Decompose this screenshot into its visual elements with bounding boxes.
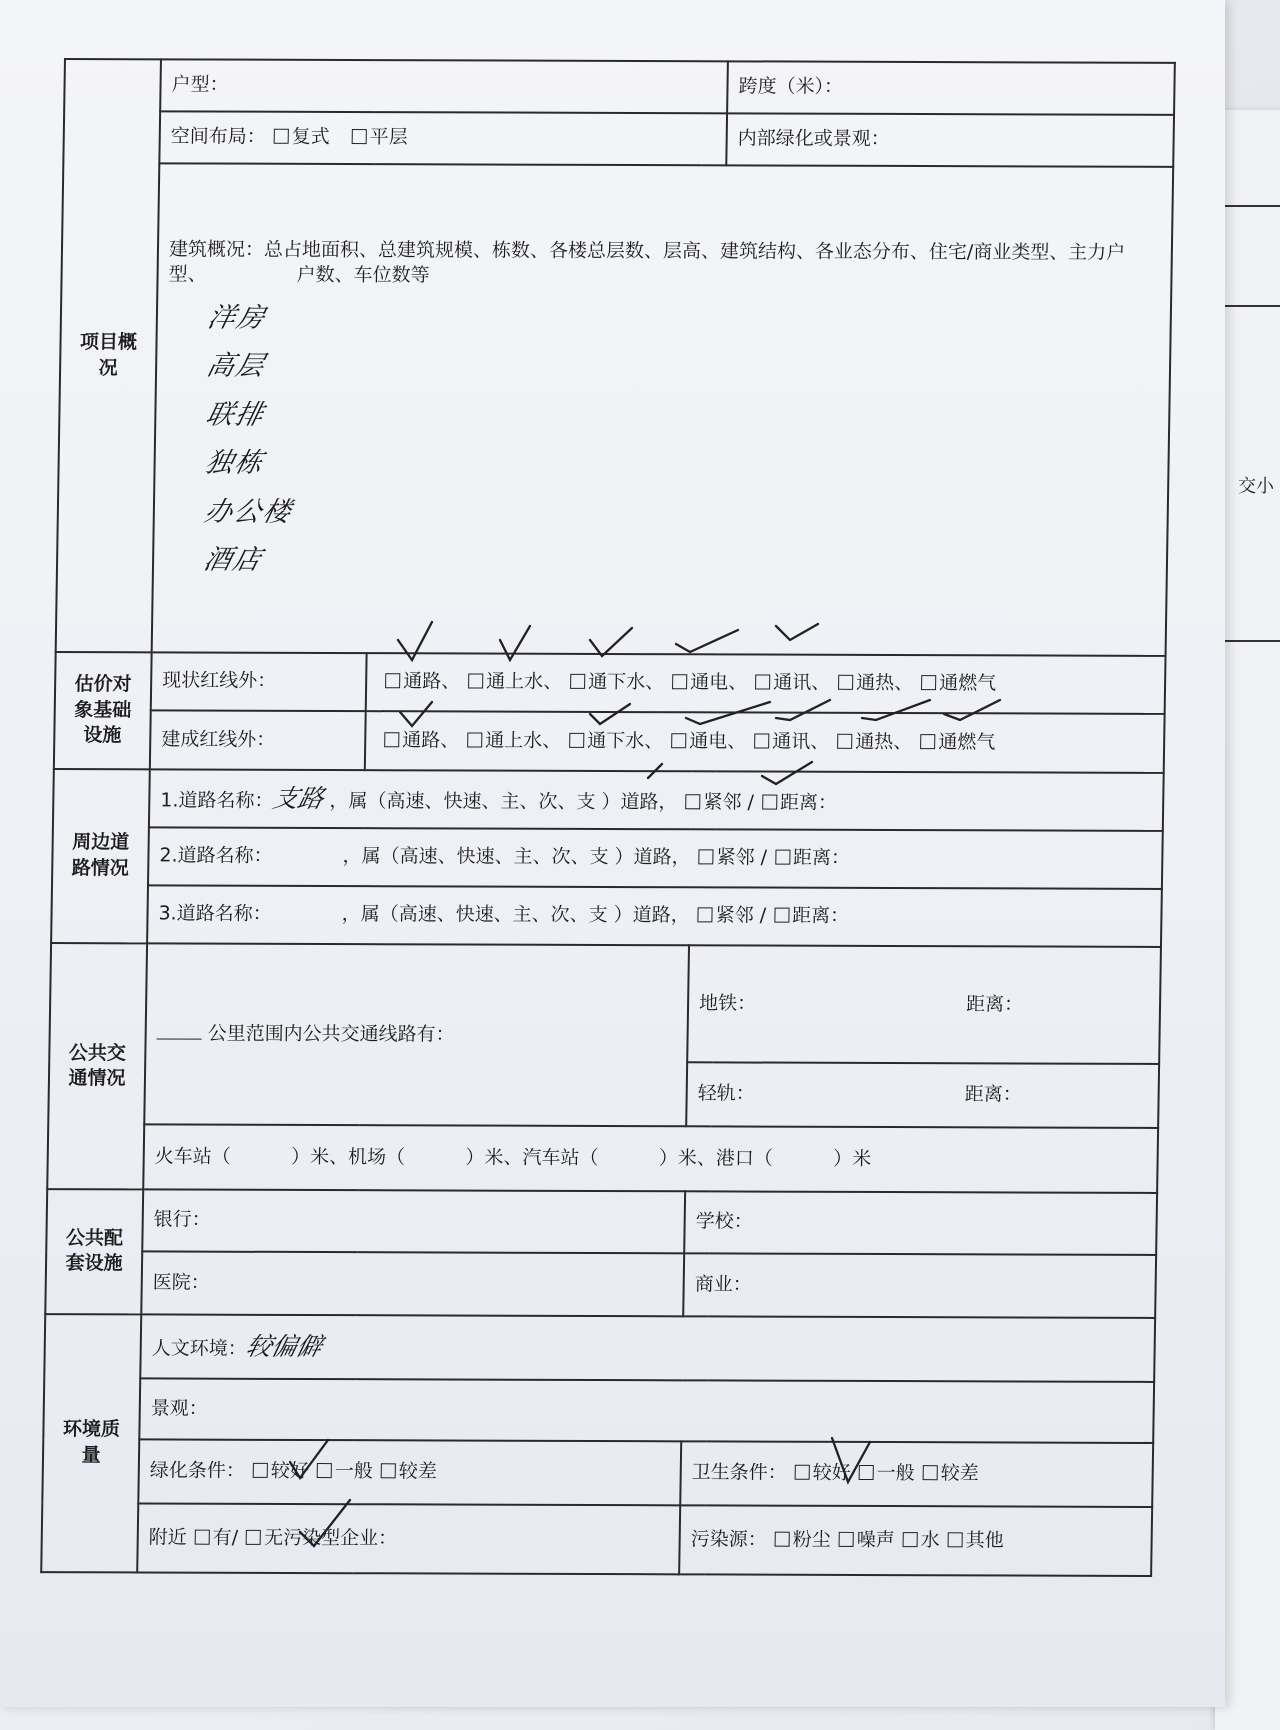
- span-field[interactable]: 跨度（米）：: [727, 61, 1175, 115]
- option-drainage: 通下水、: [587, 729, 664, 752]
- road-class-text: ，属（高速、快速、主、次、支 ）道路，: [342, 845, 691, 869]
- checkbox-icon[interactable]: [698, 908, 713, 923]
- overview-text-2: 户数、车位数等: [296, 264, 430, 287]
- option-heating: 通热、: [855, 730, 913, 753]
- checkbox-icon[interactable]: [839, 1532, 854, 1547]
- greening-label: 绿化条件：: [149, 1459, 245, 1482]
- section-project-overview: 项目概况: [56, 59, 161, 652]
- checkbox-icon[interactable]: [775, 850, 790, 865]
- handwritten-entry: 办公楼: [201, 496, 296, 528]
- section-infrastructure: 估价对象基础设施: [54, 652, 152, 769]
- layout-option-flat: 平层: [369, 126, 408, 149]
- checkbox-icon[interactable]: [381, 1463, 396, 1478]
- checkbox-icon[interactable]: [195, 1529, 210, 1544]
- layout-option-duplex: 复式: [291, 126, 330, 149]
- checkbox-icon[interactable]: [774, 908, 789, 923]
- option-power: 通电、: [690, 671, 748, 694]
- light-rail-field[interactable]: [686, 1062, 1159, 1128]
- handwritten-entry: 洋房: [204, 302, 270, 334]
- checkbox-icon[interactable]: [923, 1465, 938, 1480]
- stations-distance-field[interactable]: 火车站（ ）米、机场（ ）米、汽车站（ ）米、港口（ ）米: [143, 1125, 1158, 1193]
- checkbox-icon[interactable]: [762, 794, 777, 809]
- option-water-supply: 通上水、: [486, 670, 563, 694]
- checkbox-icon[interactable]: [920, 734, 935, 749]
- road-class-text: ，属（高速、快速、主、次、支 ）道路，: [341, 903, 690, 927]
- checkbox-icon[interactable]: [671, 733, 686, 748]
- checkbox-icon[interactable]: [246, 1530, 261, 1545]
- checkbox-icon[interactable]: [274, 129, 289, 144]
- handwritten-entry: 酒店: [200, 544, 266, 576]
- school-field[interactable]: 学校：: [684, 1191, 1157, 1255]
- hospital-field[interactable]: 医院：: [141, 1252, 684, 1316]
- road-row-3[interactable]: [147, 886, 1162, 948]
- pollution-source-field[interactable]: [679, 1506, 1152, 1576]
- option-telecom: 通讯、: [773, 671, 831, 695]
- section-transit: 公共交通情况: [47, 943, 147, 1189]
- option-water: 水: [920, 1528, 940, 1552]
- survey-form-table: [40, 58, 1176, 1577]
- road-name-label: 2.道路名称：: [159, 844, 273, 868]
- layout-label: 空间布局：: [170, 125, 266, 148]
- option-road: 通路、: [403, 670, 461, 693]
- option-telecom: 通讯、: [772, 730, 830, 753]
- landscape-field[interactable]: 景观：: [139, 1379, 1154, 1443]
- checkbox-icon[interactable]: [775, 1531, 790, 1546]
- greening-condition-field[interactable]: [138, 1439, 681, 1505]
- checkbox-icon[interactable]: [837, 733, 852, 748]
- nearby-yes-option: 有/: [212, 1526, 239, 1549]
- checkbox-icon[interactable]: [685, 794, 700, 809]
- option-good: 较好: [270, 1460, 309, 1483]
- road-row-1[interactable]: [149, 769, 1164, 831]
- checkbox-icon[interactable]: [253, 1463, 268, 1478]
- nearby-no-option: 无污染型企业：: [263, 1526, 398, 1550]
- background-page-text: 交小: [1238, 476, 1274, 497]
- layout-field[interactable]: [159, 111, 727, 165]
- distance-label: 距离：: [792, 846, 851, 870]
- current-redline-label: 现状红线外：: [151, 652, 367, 711]
- adjacent-label: 紧邻 /: [716, 846, 768, 869]
- greening-field[interactable]: 内部绿化或景观：: [726, 113, 1174, 167]
- pollution-label: 污染源：: [690, 1528, 767, 1551]
- option-power: 通电、: [689, 729, 747, 753]
- handwritten-entry: 独栋: [202, 447, 268, 479]
- option-water-supply: 通上水、: [485, 729, 562, 752]
- metro-label: 地铁：: [698, 992, 757, 1015]
- light-rail-distance-label: 距离：: [964, 1083, 1022, 1106]
- checkbox-icon[interactable]: [948, 1532, 963, 1547]
- road-name-label: 1.道路名称：: [160, 789, 274, 812]
- sanitation-label: 卫生条件：: [691, 1461, 787, 1484]
- sanitation-condition-field[interactable]: [680, 1441, 1153, 1507]
- option-dust: 粉尘: [792, 1528, 831, 1551]
- handwritten-entry: 联排: [203, 399, 269, 431]
- overview-text: 建筑概况：总占地面积、总建筑规模、栋数、各楼总层数、层高、建筑结构、各业态分布、住宅/商业类型、主力户型、: [168, 237, 1126, 286]
- metro-distance-label: 距离：: [965, 993, 1024, 1016]
- checkbox-icon[interactable]: [468, 674, 483, 689]
- adjacent-label: 紧邻 /: [715, 904, 767, 928]
- road-name-label: 3.道路名称：: [158, 902, 272, 926]
- option-other: 其他: [965, 1529, 1004, 1552]
- checkbox-icon[interactable]: [698, 850, 713, 865]
- handwritten-entry: 高层: [203, 350, 269, 383]
- option-poor: 较差: [398, 1460, 438, 1483]
- light-rail-label: 轻轨：: [697, 1082, 755, 1105]
- current-redline-options[interactable]: [366, 653, 1166, 714]
- option-gas: 通燃气: [939, 672, 997, 695]
- checkbox-icon[interactable]: [859, 1465, 874, 1480]
- handwritten-road-name: 支路: [270, 783, 327, 813]
- checkbox-icon[interactable]: [385, 674, 400, 689]
- checkbox-icon[interactable]: [755, 675, 770, 690]
- nearby-pollution-field[interactable]: [137, 1504, 680, 1575]
- checkbox-icon[interactable]: [467, 732, 482, 747]
- option-average: 一般: [876, 1462, 915, 1485]
- built-redline-label: 建成红线外：: [150, 711, 366, 770]
- option-heating: 通热、: [856, 672, 914, 695]
- checkbox-icon[interactable]: [795, 1465, 810, 1480]
- built-redline-options[interactable]: [365, 711, 1165, 772]
- checkbox-icon[interactable]: [754, 733, 769, 748]
- option-noise: 噪声: [856, 1528, 895, 1551]
- nearby-label: 附近: [148, 1526, 187, 1549]
- option-road: 通路、: [402, 728, 460, 752]
- bank-field[interactable]: 银行：: [142, 1189, 685, 1253]
- checkbox-icon[interactable]: [317, 1463, 332, 1478]
- section-environment: 环境质量: [41, 1314, 141, 1573]
- road-class-text: ，属（高速、快速、主、次、支 ）道路，: [329, 789, 678, 814]
- road-row-2[interactable]: [148, 827, 1163, 889]
- handwritten-cultural-value: 较偏僻: [243, 1332, 326, 1362]
- checkbox-icon[interactable]: [569, 733, 584, 748]
- metro-field[interactable]: [687, 946, 1161, 1064]
- section-facilities: 公共配套设施: [45, 1189, 143, 1314]
- bus-lines-label: 公里范围内公共交通线路有：: [207, 1022, 455, 1046]
- building-overview-field[interactable]: [152, 163, 1174, 656]
- checkbox-icon[interactable]: [384, 732, 399, 747]
- option-gas: 通燃气: [938, 730, 996, 754]
- checkbox-icon[interactable]: [921, 675, 936, 690]
- checkbox-icon[interactable]: [570, 674, 585, 689]
- distance-label: 距离：: [791, 905, 850, 928]
- checkbox-icon[interactable]: [838, 675, 853, 690]
- option-drainage: 通下水、: [588, 671, 665, 694]
- option-average: 一般: [334, 1460, 373, 1483]
- cultural-environment-field[interactable]: [140, 1314, 1155, 1382]
- checkbox-icon[interactable]: [352, 129, 367, 144]
- checkbox-icon[interactable]: [903, 1532, 918, 1547]
- unit-type-field[interactable]: 户型：: [160, 59, 728, 113]
- section-roads: 周边道路情况: [51, 769, 150, 944]
- checkbox-icon[interactable]: [672, 675, 687, 690]
- bus-lines-field[interactable]: [144, 944, 689, 1127]
- distance-label: 距离：: [779, 791, 838, 814]
- option-poor: 较差: [940, 1462, 979, 1485]
- option-good: 较好: [812, 1461, 851, 1485]
- commerce-field[interactable]: 商业：: [683, 1254, 1156, 1318]
- adjacent-label: 紧邻 /: [703, 791, 755, 814]
- cultural-label: 人文环境：: [151, 1337, 247, 1361]
